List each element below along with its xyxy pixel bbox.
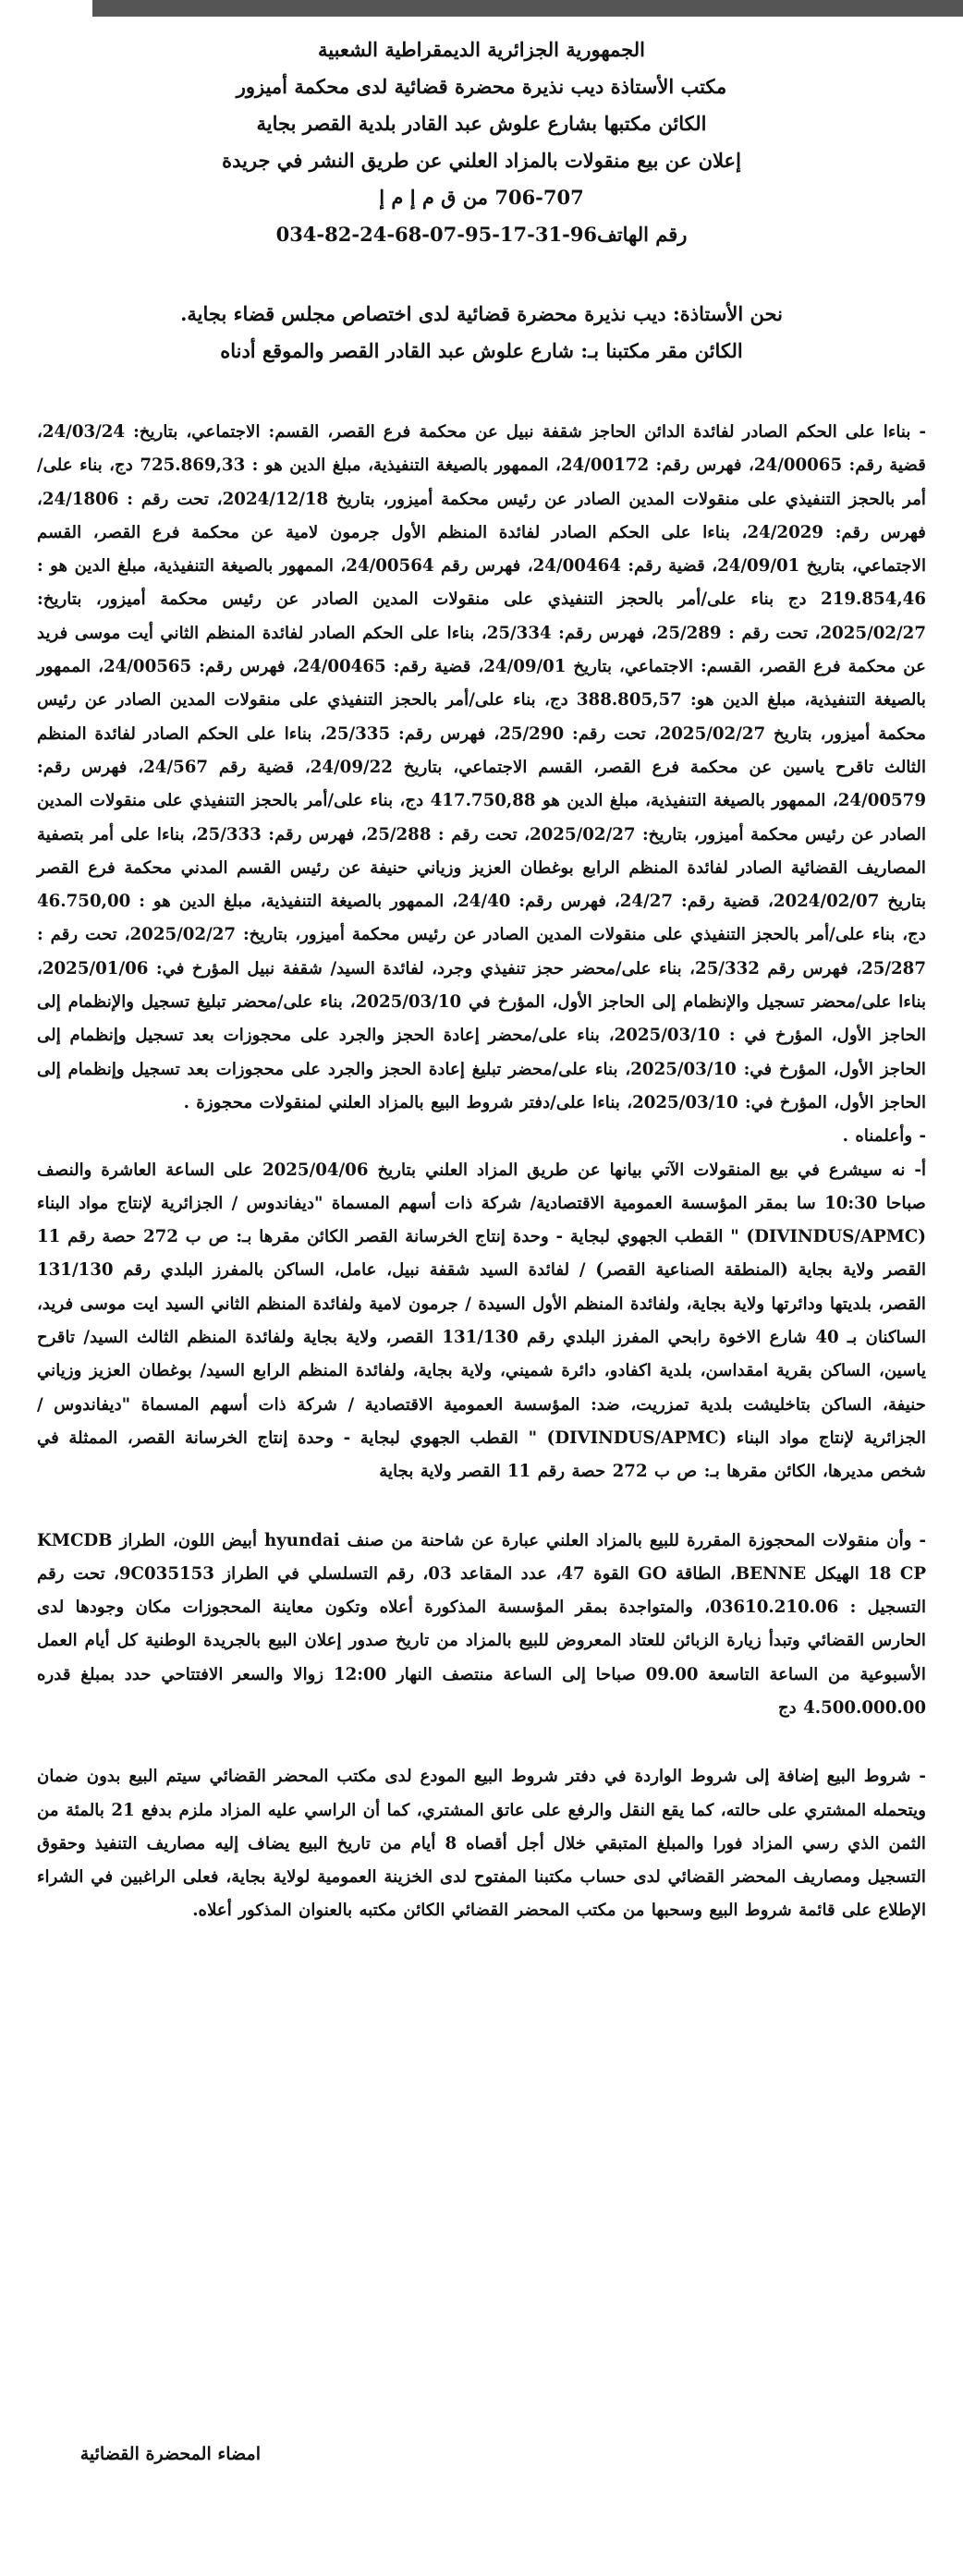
legal-reference: 706-707 من ق م إ م إ [379,186,584,209]
document-header [37,31,926,253]
paragraph-judgments: - بناءا على الحكم الصادر لفائدة الدائن الحاجز شقفة نبيل عن محكمة فرع القصر، القسم: الاجتماعي، بتاريخ: 24/03/24، قضية رقم: 24/00065، فهرس رقم: 24/00172، الممهور بالصيغة التنفيذية، مبلغ الدين هو : 725.869,33 دج، بناء على/أمر بالحجز التنفيذي على منقولات المدين الصادر عن رئيس محكمة أميزور، بتاريخ 2024/12/18، تحت رقم : 24/1806، فهرس رقم: 24/2029، بناءا على الحكم الصادر لفائدة المنظم الأول جرمون لامية عن محكمة فرع القصر، القسم الاجتماعي، بتاريخ 24/09/01، قضية رقم: 24/00464، فهرس رقم 24/00564، الممهور بالصيغة التنفيذية، مبلغ الدين هو : 219.854,46 دج بناء على/أمر بالحجز التنفيذي على منقولات المدين الصادر عن رئيس محكمة أميزور، بتاريخ: 2025/02/27، تحت رقم : 25/289، فهرس رقم: 25/334، بناءا على الحكم الصادر لفائدة المنظم الثاني أيت موسى فريد عن محكمة فرع القصر، القسم: الاجتماعي، بتاريخ 24/09/01، قضية رقم: 24/00465، فهرس رقم: 24/00565، الممهور بالصيغة التنفيذية، مبلغ الدين هو: 388.805,57 دج، بناء على/أمر بالحجز التنفيذي على منقولات المدين الصادر عن رئيس محكمة أميزور، بتاريخ 2025/02/27، تحت رقم: 25/290، فهرس رقم: 25/335، بناءا على الحكم الصادر لفائدة المنظم الثالث تاقرح ياسين عن محكمة فرع القصر، القسم الاجتماعي، بتاريخ 24/09/22، قضية رقم 24/567، فهرس رقم: 24/00579، الممهور بالصيغة التنفيذية، مبلغ الدين هو 417.750,88 دج، بناء على/أمر بالحجز التنفيذي على منقولات المدين الصادر عن رئيس محكمة أميزور، بتاريخ: 2025/02/27، تحت رقم : 25/288، فهرس رقم: 25/333، بناءا على أمر بتصفية المصاريف القضائية الصادر لفائدة المنظم الرابع بوغطان العزيز وزياني حنيفة عن رئيس القسم المدني محكمة فرع القصر بتاريخ 2024/02/07، قضية رقم: 24/27، فهرس رقم: 24/40، الممهور بالصيغة التنفيذية، مبلغ الدين هو : 46.750,00 دج، بناء على/أمر بالحجز التنفيذي على منقولات المدين الصادر عن رئيس محكمة أميزور، بتاريخ: 2025/02/27، تحت رقم : 25/287، فهرس رقم 25/332، بناء على/محضر حجز تنفيذي وجرد، لفائدة السيد/ شقفة نبيل المؤرخ في: 2025/01/06، بناءا على/محضر تسجيل والإنظمام إلى الحاجز الأول، المؤرخ في 2025/03/10، بناء على/محضر تبليغ تسجيل والإنظمام إلى الحاجز الأول، المؤرخ في : 2025/03/10، بناء على/محضر إعادة الحجز والجرد على محجوزات بعد تسجيل وإنظمام إلى الحاجز الأول، المؤرخ في: 2025/03/10، بناء على/محضر تبليغ إعادة الحجز والجرد على محجوزات بعد تسجيل وإنظمام إلى الحاجز الأول، المؤرخ في: 2025/03/10، بناءا على/دفتر شروط البيع بالمزاد العلني لمنقولات محجوزة . [37,422,927,1112]
paragraph-sale-announcement: أ- نه سيشرع في بيع المنقولات الآتي بيانها عن طريق المزاد العلني بتاريخ 2025/04/06 على الساعة العاشرة والنصف صباحا 10:30 سا بمقر المؤسسة العمومية الاقتصادية/ شركة ذات أسهم المسماة "ديفاندوس / الجزائرية لإنتاج مواد البناء (DIVINDUS/APMC) " القطب الجهوي لبجاية - وحدة إنتاج الخرسانة القصر الكائن مقرها بـ: ص ب 272 حصة رقم 11 القصر ولاية بجاية (المنطقة الصناعية القصر) / لفائدة السيد شقفة نبيل، عامل، الساكن بالمفرز البلدي رقم 131/130 القصر، بلديتها ودائرتها ولاية بجاية، ولفائدة المنظم الأول السيدة / جرمون لامية ولفائدة المنظم الثاني السيد ايت موسى فريد، الساكنان بـ 40 شارع الاخوة رابحي المفرز البلدي رقم 131/130 القصر، ولاية بجاية ولفائدة المنظم الثالث السيد/ تاقرح ياسين، الساكن بقرية امقداسن، بلدية اكفادو، دائرة شميني، ولاية بجاية، ولفائدة المنظم الرابع السيد/ بوغطان العزيز وزياني حنيفة، الساكن بتاخليشت بلدية تمزريت، ضد: المؤسسة العمومية الاقتصادية / شركة ذات أسهم المسماة "ديفاندوس / الجزائرية لإنتاج مواد البناء (DIVINDUS/APMC) " القطب الجهوي لبجاية - وحدة إنتاج الخرسانة القصر، الممثلة في شخص مديرها، الكائن مقرها بـ: ص ب 272 حصة رقم 11 القصر ولاية بجاية [37,1160,927,1482]
top-border-bar [92,0,963,17]
notice-body [37,416,926,1928]
intro-line-2: الكائن مقر مكتبنا بـ: شارع علوش عبد القادر القصر والموقع أدناه [220,339,743,362]
office-address: الكائن مكتبها بشارع علوش عبد القادر بلدية القصر بجاية [256,112,707,135]
intro-block [37,296,926,370]
paragraph-seized-items: - وأن منقولات المحجوزة المقررة للبيع بالمزاد العلني عبارة عن شاحنة من صنف hyundai أبيض اللون، الطراز KMCDB 18 CP الهيكل BENNE، الطاقة GO القوة 47، عدد المقاعد 03، رقم التسلسلي في الطراز 9C035153، تحت رقم التسجيل : 03610.210.06، والمتواجدة بمقر المؤسسة المذكورة أعلاه وتكون معاينة المحجوزات مكان وجودها لدى الحارس القضائي وتبدأ زيارة الزبائن للعتاد المعروض للبيع بالمزاد من تاريخ صدور إعلان البيع بالجريدة الوطنية كل أيام العمل الأسبوعية من الساعة التاسعة 09.00 صباحا إلى الساعة منتصف النهار 12:00 زوالا والسعر الافتتاحي حدد بمبلغ قدره 4.500.000.00 دج [37,1530,927,1718]
bailiff-signature-label: امضاء المحضرة القضائية [79,2444,261,2464]
republic-title: الجمهورية الجزائرية الديمقراطية الشعبية [317,38,645,61]
phone-number: رقم الهاتف96-31-17-95-07-68-24-82-034 [275,223,688,246]
paragraph-informed: - وأعلمناه . [842,1126,926,1147]
office-title: مكتب الأستاذة ديب نذيرة محضرة قضائية لدى محكمة أميزور [236,75,727,98]
intro-line-1: نحن الأستاذة: ديب نذيرة محضرة قضائية لدى اختصاص مجلس قضاء بجاية. [180,302,783,325]
paragraph-sale-conditions: - شروط البيع إضافة إلى شروط الواردة في دفتر شروط البيع المودع لدى مكتب المحضر القضائي سيتم البيع بدون ضمان ويتحمله المشتري على حالته، كما يقع النقل والرفع على عاتق المشتري، كما أن الراسي عليه المزاد ملزم بدفع 21 بالمئة من الثمن الذي رسي المزاد فورا والمبلغ المتبقي خلال أجل أقصاه 8 أيام من تاريخ البيع يضاف إليه مصاريف التنفيذ وحقوق التسجيل ومصاريف المحضر القضائي لدى حساب مكتبنا المفتوح لدى الخزينة العمومية لولاية بجاية، فعلى الراغبين في الشراء الإطلاع على قائمة شروط البيع وسحبها من مكتب المحضر القضائي الكائن مكتبه بالعنوان المذكور أعلاه. [37,1767,926,1921]
announcement-title: إعلان عن بيع منقولات بالمزاد العلني عن طريق النشر في جريدة [222,149,741,172]
notice-page [0,17,963,2576]
